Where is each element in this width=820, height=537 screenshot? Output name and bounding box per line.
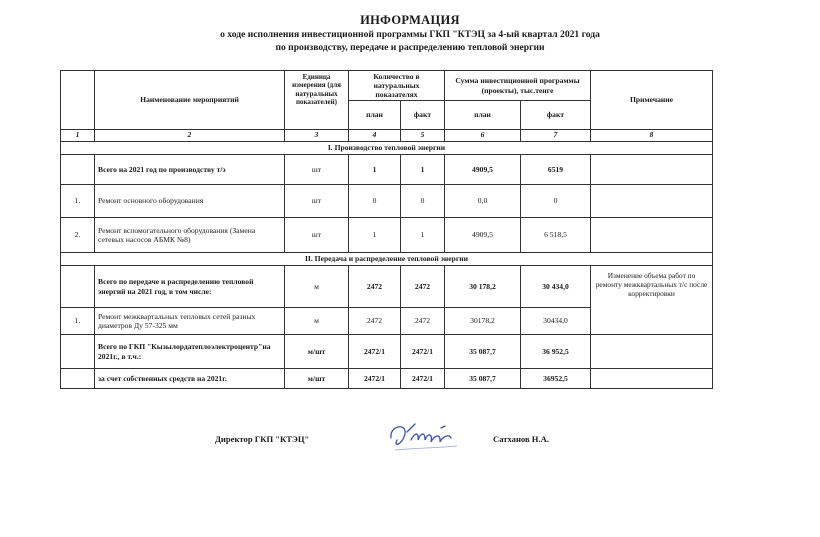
row-number [61,369,95,389]
row-sum-fact: 36 952,5 [521,335,591,369]
row-name: Всего по передаче и распределению тепловой энергий на 2021 год, в том числе: [95,266,285,308]
column-number: 6 [445,130,521,142]
row-sum-plan: 4909,5 [445,218,521,253]
column-number: 7 [521,130,591,142]
row-unit: шт [285,185,349,218]
document-subtitle: о ходе исполнения инвестиционной программы ГКП "КТЭЦ за 4-ый квартал 2021 года [220,29,600,40]
row-qty-fact: 2472 [401,308,445,335]
row-unit: шт [285,155,349,185]
row-name: за счет собственных средств на 2021г. [95,369,285,389]
row-qty-fact: 2472/1 [401,335,445,369]
row-qty-plan: 1 [349,218,401,253]
header-cell-note: Примечание [591,71,713,130]
table-row [61,369,713,389]
row-note [591,185,713,218]
row-name: Всего на 2021 год по производству т/э [95,155,285,185]
row-sum-fact: 0 [521,185,591,218]
row-sum-plan: 35 087,7 [445,369,521,389]
row-qty-plan: 2472/1 [349,369,401,389]
row-qty-plan: 0 [349,185,401,218]
row-sum-fact: 30 434,0 [521,266,591,308]
header-sum-plan: план [445,101,521,130]
row-qty-plan: 2472 [349,308,401,335]
row-sum-fact: 6 518,5 [521,218,591,253]
row-qty-plan: 2472/1 [349,335,401,369]
row-qty-plan: 1 [349,155,401,185]
row-unit: м [285,266,349,308]
row-sum-plan: 0,0 [445,185,521,218]
director-label: Директор ГКП "КТЭЦ" [215,434,310,444]
column-number: 2 [95,130,285,142]
document-subtitle-2: по производству, передаче и распределению тепловой энергии [275,42,545,53]
row-number: 1. [61,308,95,335]
table-row [61,335,713,369]
row-unit: м [285,308,349,335]
row-sum-fact: 30434,0 [521,308,591,335]
table-row [61,218,713,253]
row-qty-fact: 2472/1 [401,369,445,389]
table-row [61,185,713,218]
column-number: 8 [591,130,713,142]
column-number: 5 [401,130,445,142]
row-qty-plan: 2472 [349,266,401,308]
header-cell-unit: Единица измерения (для натуральных показателей) [285,71,349,130]
row-qty-fact: 2472 [401,266,445,308]
row-qty-fact: 0 [401,185,445,218]
director-name: Сатханов Н.А. [493,434,549,444]
header-cell-no [61,71,95,130]
column-number: 1 [61,130,95,142]
header-qty-plan: план [349,101,401,130]
column-number-row [61,130,713,142]
signature-image [385,418,465,458]
header-cell-qty: Количество в натуральных показателях [349,71,445,101]
row-name: Ремонт межквартальных тепловых сетей разных диаметров Ду 57-325 мм [95,308,285,335]
row-sum-fact: 6519 [521,155,591,185]
section-title: II. Передача и распределение тепловой энергии [61,253,713,266]
row-unit: м/шт [285,335,349,369]
table-row [61,155,713,185]
header-qty-fact: факт [401,101,445,130]
row-name: Ремонт вспомогательного оборудования (Замена сетевых насосов АБМК №8) [95,218,285,253]
row-qty-fact: 1 [401,218,445,253]
row-sum-fact: 36952,5 [521,369,591,389]
row-number: 1. [61,185,95,218]
header-cell-name: Наименование мероприятий [95,71,285,130]
row-number [61,335,95,369]
row-name: Ремонт основного оборудования [95,185,285,218]
row-note [591,335,713,369]
header-sum-fact: факт [521,101,591,130]
row-unit: м/шт [285,369,349,389]
row-note [591,155,713,185]
document-title: ИНФОРМАЦИЯ [360,13,460,27]
row-sum-plan: 4909,5 [445,155,521,185]
row-sum-plan: 35 087,7 [445,335,521,369]
row-qty-fact: 1 [401,155,445,185]
investment-table [60,70,713,389]
row-sum-plan: 30 178,2 [445,266,521,308]
header-cell-sum: Сумма инвестиционной программы (проекты), тыс.тенге [445,71,591,101]
row-note: Изменение объема работ по ремонту межквартальных т/с после корректировки [591,266,713,335]
row-name: Всего по ГКП "Кызылордатеплоэлектроцентр"на 2021г., в т.ч.: [95,335,285,369]
section-title: I. Производство тепловой энергии [61,142,713,155]
row-note [591,369,713,389]
row-unit: шт [285,218,349,253]
row-number [61,155,95,185]
table-row [61,266,713,308]
column-number: 3 [285,130,349,142]
row-number [61,266,95,308]
row-sum-plan: 30178,2 [445,308,521,335]
row-note [591,218,713,253]
row-number: 2. [61,218,95,253]
column-number: 4 [349,130,401,142]
